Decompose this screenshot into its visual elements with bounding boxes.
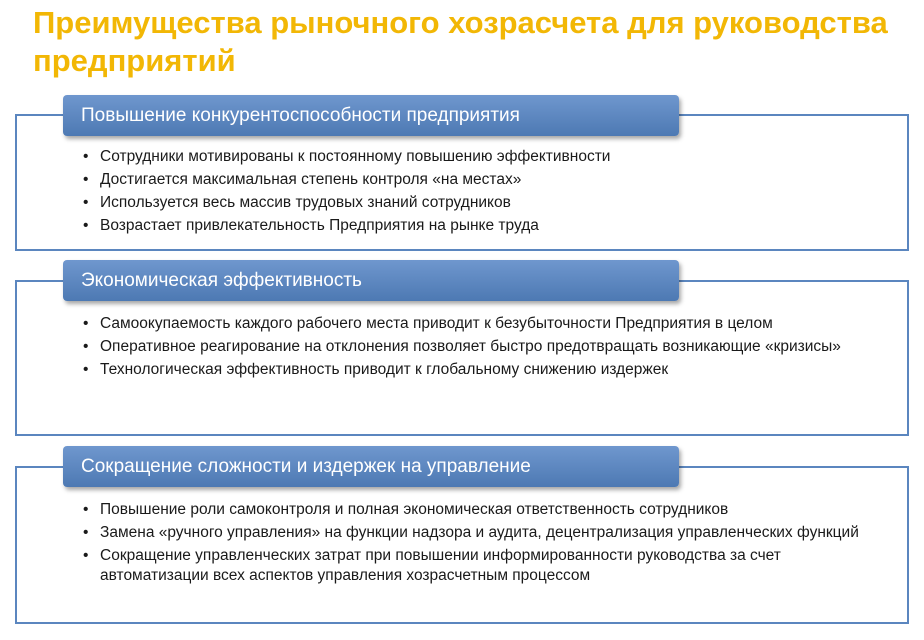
bullet-icon: • [83, 315, 89, 332]
bullet-icon: • [83, 338, 89, 355]
list-item: • Самоокупаемость каждого рабочего места приводит к безубыточности Предприятия в целом [83, 315, 773, 332]
bullet-icon: • [83, 361, 89, 378]
section-points-economic-efficiency [82, 314, 862, 383]
list-item: • Сотрудники мотивированы к постоянному повышению эффективности [83, 148, 611, 165]
section-header-economic-efficiency: Экономическая эффективность [63, 260, 679, 301]
list-item: • Достигается максимальная степень контроля «на местах» [83, 171, 522, 188]
section-header-competitiveness: Повышение конкурентоспособности предприятия [63, 95, 679, 136]
list-item: • Повышение роли самоконтроля и полная экономическая ответственность сотрудников [83, 501, 729, 518]
bullet-icon: • [83, 171, 89, 188]
list-item: • Возрастает привлекательность Предприятия на рынке труда [83, 217, 539, 234]
bullet-icon: • [83, 148, 89, 165]
bullet-icon: • [83, 524, 89, 541]
section-points-competitiveness [82, 147, 882, 239]
bullet-icon: • [83, 547, 89, 564]
page-title: Преимущества рыночного хозрасчета для руководства предприятий [33, 5, 888, 78]
list-item: • Замена «ручного управления» на функции надзора и аудита, децентрализация управленческих функций [83, 524, 859, 541]
list-item: • Оперативное реагирование на отклонения позволяет быстро предотвращать возникающие «кризисы» [83, 338, 841, 355]
list-item: • Сокращение управленческих затрат при повышении информированности руководства за счет автоматизации всех аспектов управления хозрасчетным процессом [83, 547, 781, 584]
section-header-management-costs: Сокращение сложности и издержек на управление [63, 446, 679, 487]
bullet-icon: • [83, 217, 89, 234]
section-points-management-costs [82, 500, 862, 589]
list-item: • Технологическая эффективность приводит к глобальному снижению издержек [83, 361, 669, 378]
list-item: • Используется весь массив трудовых знаний сотрудников [83, 194, 511, 211]
bullet-icon: • [83, 194, 89, 211]
bullet-icon: • [83, 501, 89, 518]
